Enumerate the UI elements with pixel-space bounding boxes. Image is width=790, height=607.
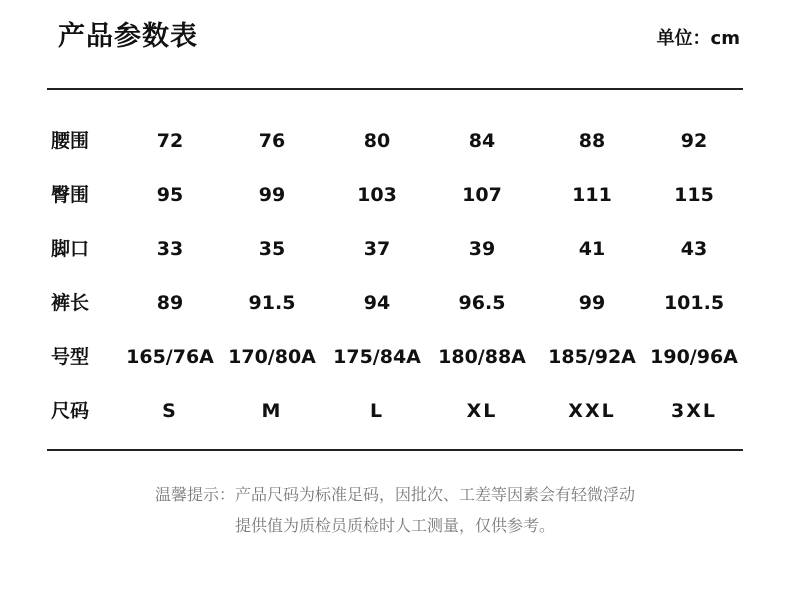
- table-cell: 92: [680, 130, 708, 152]
- table-cell: 165/76A: [126, 346, 214, 368]
- bottom-divider: [47, 449, 743, 451]
- table-cell: 37: [363, 238, 391, 260]
- size-table: [47, 114, 743, 438]
- table-cell: 101.5: [663, 292, 725, 314]
- table-cell: 72: [156, 130, 184, 152]
- table-cell: 175/84A: [333, 346, 421, 368]
- table-cell: 76: [258, 130, 286, 152]
- top-divider: [47, 88, 743, 90]
- footnote-line-2: 提供值为质检员质检时人工测量，仅供参考。: [234, 516, 555, 535]
- table-cell: M: [261, 400, 283, 422]
- table-row-length: [47, 276, 743, 330]
- table-cell: 94: [363, 292, 391, 314]
- table-row-fit: [47, 330, 743, 384]
- table-cell: 107: [462, 184, 502, 206]
- row-label-fit: 号型: [51, 346, 90, 368]
- table-cell: 99: [578, 292, 606, 314]
- table-cell: XXL: [568, 400, 616, 422]
- table-cell: XL: [466, 400, 498, 422]
- table-cell: 35: [258, 238, 286, 260]
- table-cell: 190/96A: [650, 346, 738, 368]
- table-cell: 84: [468, 130, 496, 152]
- table-cell: 33: [156, 238, 184, 260]
- row-label-hem: 脚口: [51, 238, 90, 260]
- table-cell: 39: [468, 238, 496, 260]
- unit-label: 单位：cm: [656, 28, 740, 49]
- table-row-size: [47, 384, 743, 438]
- table-cell: 115: [674, 184, 714, 206]
- row-label-waist: 腰围: [51, 130, 90, 152]
- row-label-hip: 臀围: [51, 184, 90, 206]
- table-cell: 91.5: [248, 292, 296, 314]
- page-title: 产品参数表: [58, 21, 198, 52]
- table-cell: 3XL: [671, 400, 717, 422]
- table-row-hem: [47, 222, 743, 276]
- table-cell: 95: [156, 184, 184, 206]
- table-cell: 180/88A: [438, 346, 526, 368]
- table-cell: 96.5: [458, 292, 506, 314]
- row-label-size: 尺码: [51, 400, 90, 422]
- table-cell: 185/92A: [548, 346, 636, 368]
- table-cell: 80: [363, 130, 391, 152]
- table-cell: 41: [578, 238, 606, 260]
- table-row-hip: [47, 168, 743, 222]
- table-cell: 99: [258, 184, 286, 206]
- table-cell: 170/80A: [228, 346, 316, 368]
- table-cell: S: [162, 400, 178, 422]
- row-label-length: 裤长: [51, 292, 90, 314]
- table-row-waist: [47, 114, 743, 168]
- footnote-line-1: 温馨提示：产品尺码为标准足码，因批次、工差等因素会有轻微浮动: [154, 485, 635, 504]
- table-cell: 43: [680, 238, 708, 260]
- table-cell: 89: [156, 292, 184, 314]
- table-cell: L: [369, 400, 385, 422]
- table-cell: 88: [578, 130, 606, 152]
- table-cell: 111: [572, 184, 612, 206]
- table-cell: 103: [357, 184, 397, 206]
